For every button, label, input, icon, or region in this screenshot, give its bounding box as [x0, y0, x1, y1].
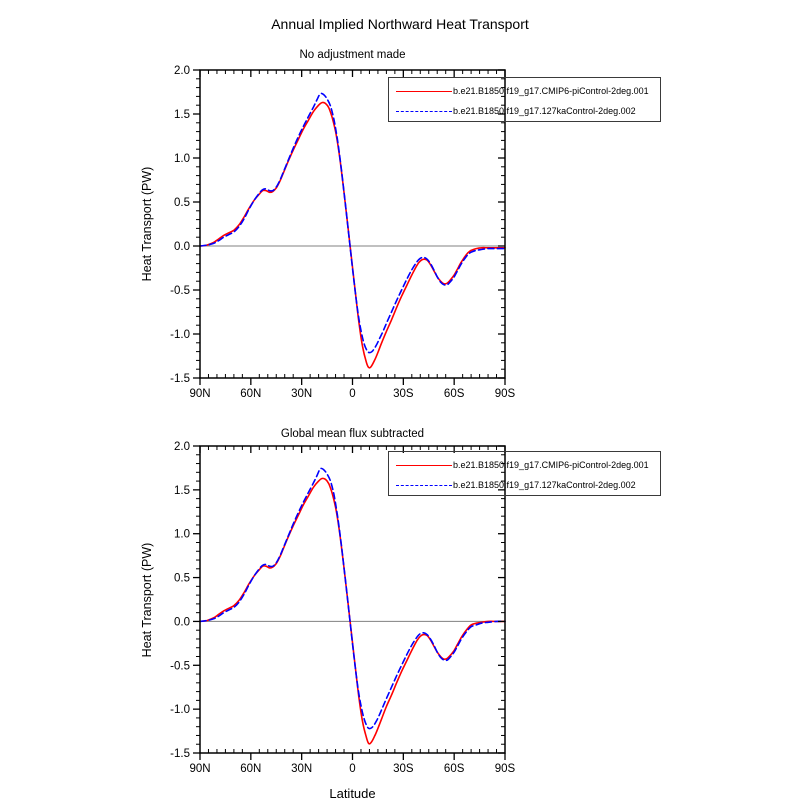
legend-entry-picontrol [396, 455, 658, 475]
svg-text:30N: 30N [291, 388, 313, 400]
blue-dashed-line-sample-icon [396, 485, 452, 486]
legend-label-127ka: b.e21.B1850.f19_g17.127kaControl-2deg.002 [453, 106, 636, 116]
svg-text:1.5: 1.5 [174, 109, 190, 121]
panel-top-title: No adjustment made [299, 49, 406, 61]
panel-bottom-title: Global mean flux subtracted [280, 428, 425, 440]
legend-label-picontrol: b.e21.B1850.f19_g17.CMIP6-piControl-2deg.001 [453, 460, 649, 470]
svg-text:0.5: 0.5 [174, 197, 190, 209]
svg-text:30N: 30N [291, 763, 313, 775]
legend-entry-127ka [396, 101, 658, 121]
legend-bottom [388, 451, 661, 496]
svg-text:60S: 60S [443, 388, 465, 400]
svg-text:60S: 60S [443, 763, 465, 775]
svg-text:0.0: 0.0 [174, 616, 190, 629]
y-axis-label-bottom: Heat Transport (PW) [140, 542, 154, 658]
svg-text:2.0: 2.0 [174, 441, 190, 453]
svg-text:1.0: 1.0 [174, 528, 190, 541]
svg-text:-1.0: -1.0 [170, 704, 190, 717]
svg-text:60N: 60N [240, 388, 262, 400]
svg-text:30S: 30S [393, 763, 414, 775]
svg-text:0: 0 [349, 388, 356, 400]
blue-dashed-line-sample-icon [396, 111, 452, 112]
svg-text:0.0: 0.0 [174, 241, 190, 253]
red-solid-line-sample-icon [396, 465, 452, 466]
svg-text:90N: 90N [189, 388, 211, 400]
x-axis-label: Latitude [329, 786, 376, 801]
legend-entry-127ka [396, 475, 658, 495]
svg-text:0: 0 [349, 763, 356, 775]
svg-text:30S: 30S [393, 388, 414, 400]
svg-text:-0.5: -0.5 [170, 285, 190, 297]
y-axis-label-top: Heat Transport (PW) [140, 166, 154, 282]
red-solid-line-sample-icon [396, 91, 452, 92]
legend-top [388, 77, 661, 122]
svg-text:-1.5: -1.5 [170, 748, 190, 760]
svg-text:0.5: 0.5 [174, 572, 190, 585]
legend-label-picontrol: b.e21.B1850.f19_g17.CMIP6-piControl-2deg.001 [453, 86, 649, 96]
legend-entry-picontrol [396, 81, 658, 101]
svg-text:90S: 90S [494, 388, 516, 400]
figure-title: Annual Implied Northward Heat Transport [271, 16, 529, 32]
legend-label-127ka: b.e21.B1850.f19_g17.127kaControl-2deg.002 [453, 480, 636, 490]
svg-text:-1.0: -1.0 [170, 329, 190, 341]
svg-text:90S: 90S [494, 763, 516, 775]
svg-text:60N: 60N [240, 763, 262, 775]
svg-text:90N: 90N [189, 763, 211, 775]
svg-text:-0.5: -0.5 [170, 660, 190, 673]
svg-text:-1.5: -1.5 [170, 373, 190, 385]
svg-text:1.5: 1.5 [174, 484, 190, 497]
svg-text:2.0: 2.0 [174, 65, 190, 77]
svg-text:1.0: 1.0 [174, 153, 190, 165]
